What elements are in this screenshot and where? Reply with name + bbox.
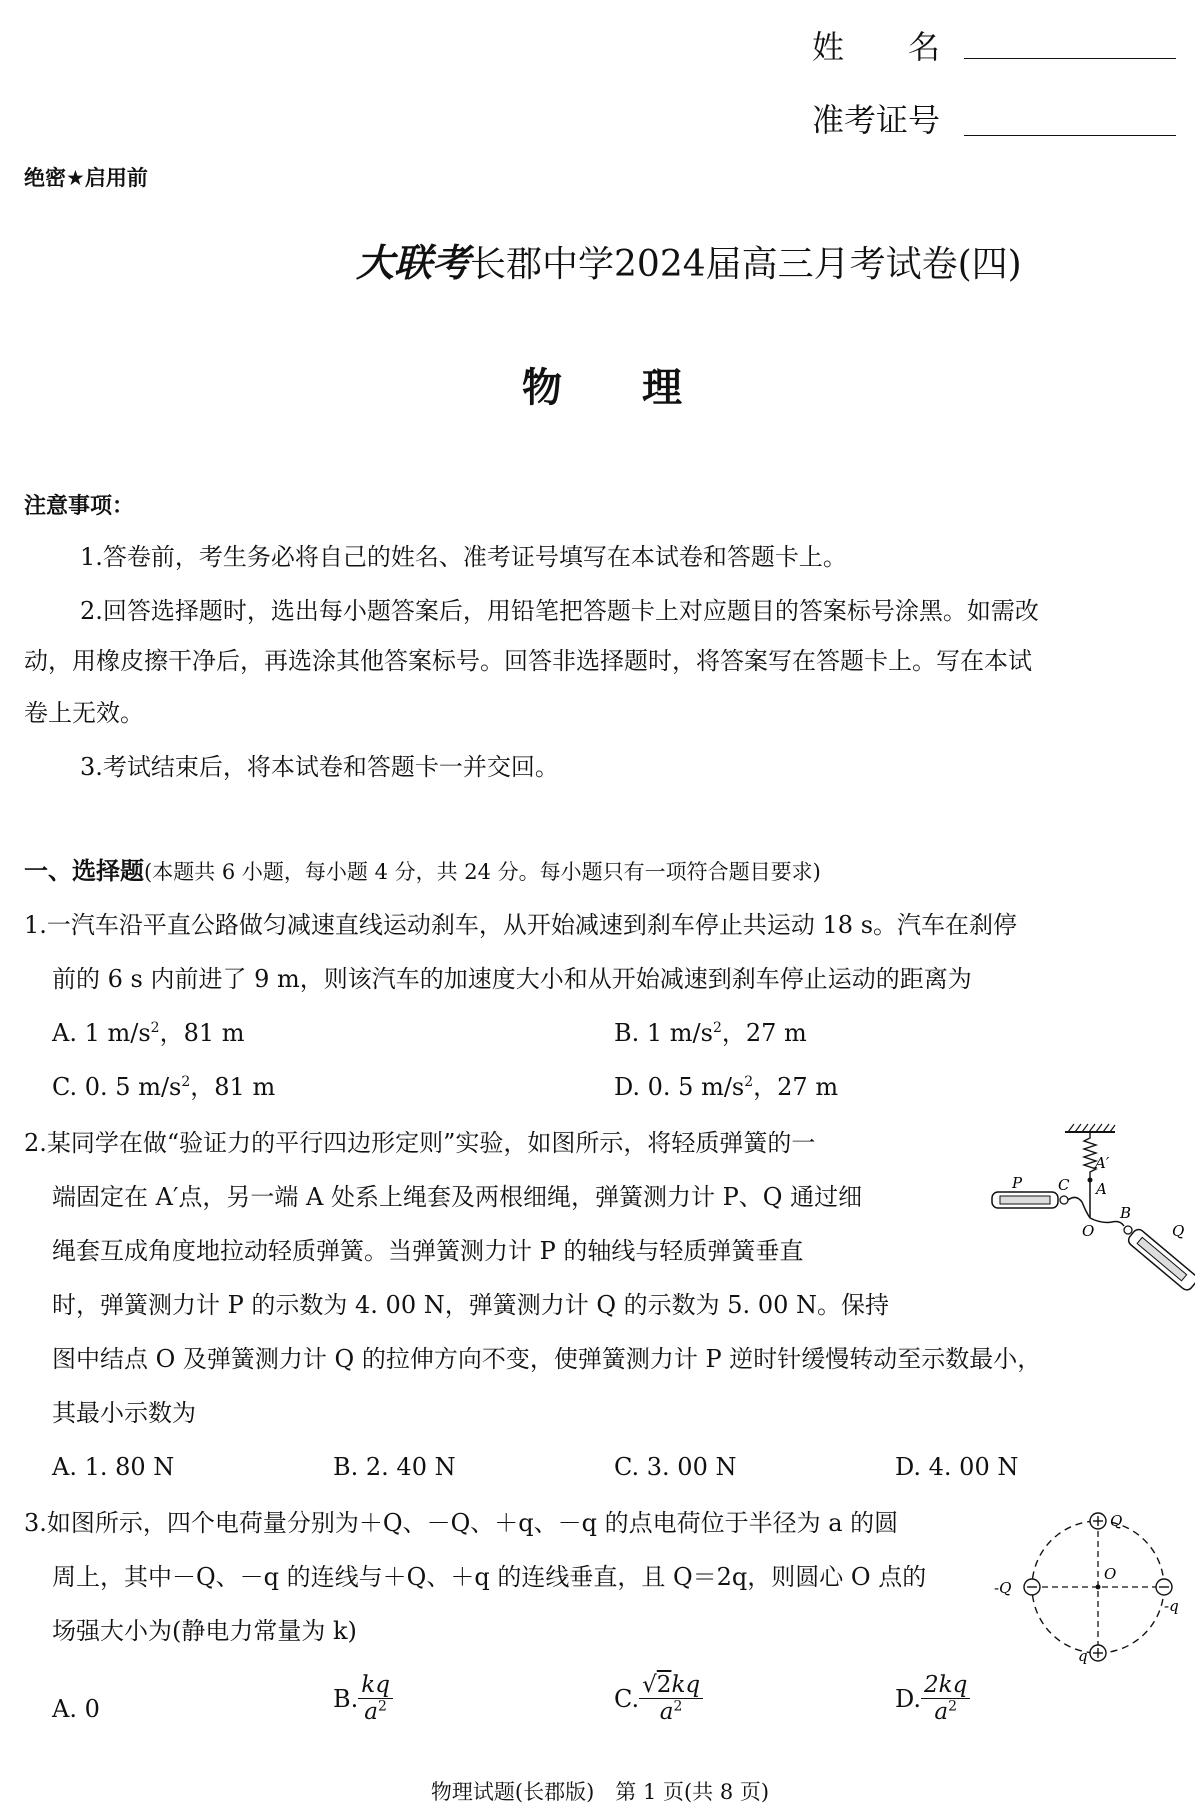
exam-id-label: 准考证号 (812, 101, 941, 139)
fig-label-a-prime: A′ (1095, 1154, 1110, 1172)
q3-stem-line-1: 3.如图所示，四个电荷量分别为＋Q、－Q、＋q、－q 的点电荷位于半径为 a 的圆 (24, 1509, 899, 1537)
note-item-3: 3.考试结束后，将本试卷和答题卡一并交回。 (80, 753, 559, 781)
exam-title (356, 232, 1022, 287)
q3-option-c[interactable]: C. $\frac{√2kq}{a^2}$ (614, 1672, 703, 1725)
fig-label-p: P (1012, 1174, 1023, 1192)
note-item-2-line-1: 2.回答选择题时，选出每小题答案后，用铅笔把答题卡上对应题目的答案标号涂黑。如需改 (80, 597, 1039, 625)
note-item-2-line-2: 动，用橡皮擦干净后，再选涂其他答案标号。回答非选择题时，将答案写在答题卡上。写在本试 (24, 647, 1032, 675)
secret-label: 绝密★启用前 (24, 166, 148, 190)
section-1-heading (24, 856, 821, 887)
note-item-1: 1.答卷前，考生务必将自己的姓名、准考证号填写在本试卷和答题卡上。 (80, 543, 847, 571)
q3-option-d[interactable]: D. $\frac{2kq}{a^2}$ (895, 1672, 970, 1725)
fig-label-b: B (1120, 1204, 1132, 1222)
q2-option-d[interactable]: D. 4. 00 N (895, 1453, 1019, 1481)
fig-label-c: C (1058, 1176, 1070, 1194)
q1-option-d[interactable]: D. 0. 5 $m/s^2$，27 m (614, 1073, 839, 1101)
page-footer: 物理试题(长郡版) 第 1 页(共 8 页) (430, 1780, 770, 1804)
section-1-title: 一、选择题 (24, 857, 144, 885)
title-brand: 大联考 (356, 240, 471, 285)
fig-label-top-charge: Q (1110, 1512, 1123, 1530)
name-label: 姓 名 (812, 28, 941, 66)
q2-stem-line-6: 其最小示数为 (52, 1399, 196, 1427)
q2-stem-line-4: 时，弹簧测力计 P 的示数为 4. 00 N，弹簧测力计 Q 的示数为 5. 00 N。保持 (52, 1291, 889, 1319)
q1-option-c[interactable]: C. 0. 5 $m/s^2$，81 m (52, 1073, 276, 1101)
fig-label-bottom-charge: q (1078, 1647, 1088, 1665)
fig-label-right-charge: -q (1164, 1597, 1179, 1615)
exam-id-field[interactable] (964, 135, 1176, 136)
fig-label-a: A (1096, 1180, 1107, 1198)
q2-option-a[interactable]: A. 1. 80 N (52, 1453, 175, 1481)
title-rest: 长郡中学2024届高三月考试卷(四) (470, 244, 1022, 285)
fig-label-o: O (1082, 1222, 1095, 1240)
notes-heading: 注意事项： (24, 494, 135, 519)
q2-spring-figure (990, 1120, 1195, 1305)
q3-stem-line-2: 周上，其中－Q、－q 的连线与＋Q、＋q 的连线垂直，且 Q＝2q，则圆心 O 点的 (52, 1563, 927, 1591)
q2-option-c[interactable]: C. 3. 00 N (614, 1453, 737, 1481)
section-1-desc: (本题共 6 小题，每小题 4 分，共 24 分。每小题只有一项符合题目要求) (144, 860, 821, 884)
q1-stem-line-1: 1.一汽车沿平直公路做匀减速直线运动刹车，从开始减速到刹车停止共运动 18 s。汽车在刹停 (24, 911, 1018, 939)
q3-option-a[interactable]: A. 0 (52, 1695, 100, 1723)
q2-stem-line-1: 2.某同学在做“验证力的平行四边形定则”实验，如图所示，将轻质弹簧的一 (24, 1129, 816, 1157)
q2-option-b[interactable]: B. 2. 40 N (333, 1453, 456, 1481)
q2-stem-line-5: 图中结点 O 及弹簧测力计 Q 的拉伸方向不变，使弹簧测力计 P 逆时针缓慢转动至示数最小， (52, 1345, 1042, 1373)
fig-label-left-charge: -Q (994, 1579, 1012, 1597)
q3-charges-figure (992, 1505, 1197, 1665)
q3-stem-line-3: 场强大小为(静电力常量为 k) (52, 1617, 357, 1645)
q1-stem-line-2: 前的 6 s 内前进了 9 m，则该汽车的加速度大小和从开始减速到刹车停止运动的距离为 (52, 965, 972, 993)
q1-option-a[interactable]: A. 1 $m/s^2$，81 m (52, 1019, 245, 1047)
name-field[interactable] (964, 58, 1176, 59)
note-item-2-line-3: 卷上无效。 (24, 699, 144, 727)
q2-stem-line-3: 绳套互成角度地拉动轻质弹簧。当弹簧测力计 P 的轴线与轻质弹簧垂直 (52, 1237, 804, 1265)
q3-option-b[interactable]: B. $\frac{kq}{a^2}$ (333, 1672, 393, 1725)
fig-label-q: Q (1172, 1222, 1185, 1240)
subject-title: 物 理 (522, 365, 682, 411)
q2-stem-line-2: 端固定在 A′点，另一端 A 处系上绳套及两根细绳，弹簧测力计 P、Q 通过细 (52, 1183, 863, 1211)
q1-option-b[interactable]: B. 1 $m/s^2$，27 m (614, 1019, 807, 1047)
fig-label-center: O (1104, 1565, 1117, 1583)
